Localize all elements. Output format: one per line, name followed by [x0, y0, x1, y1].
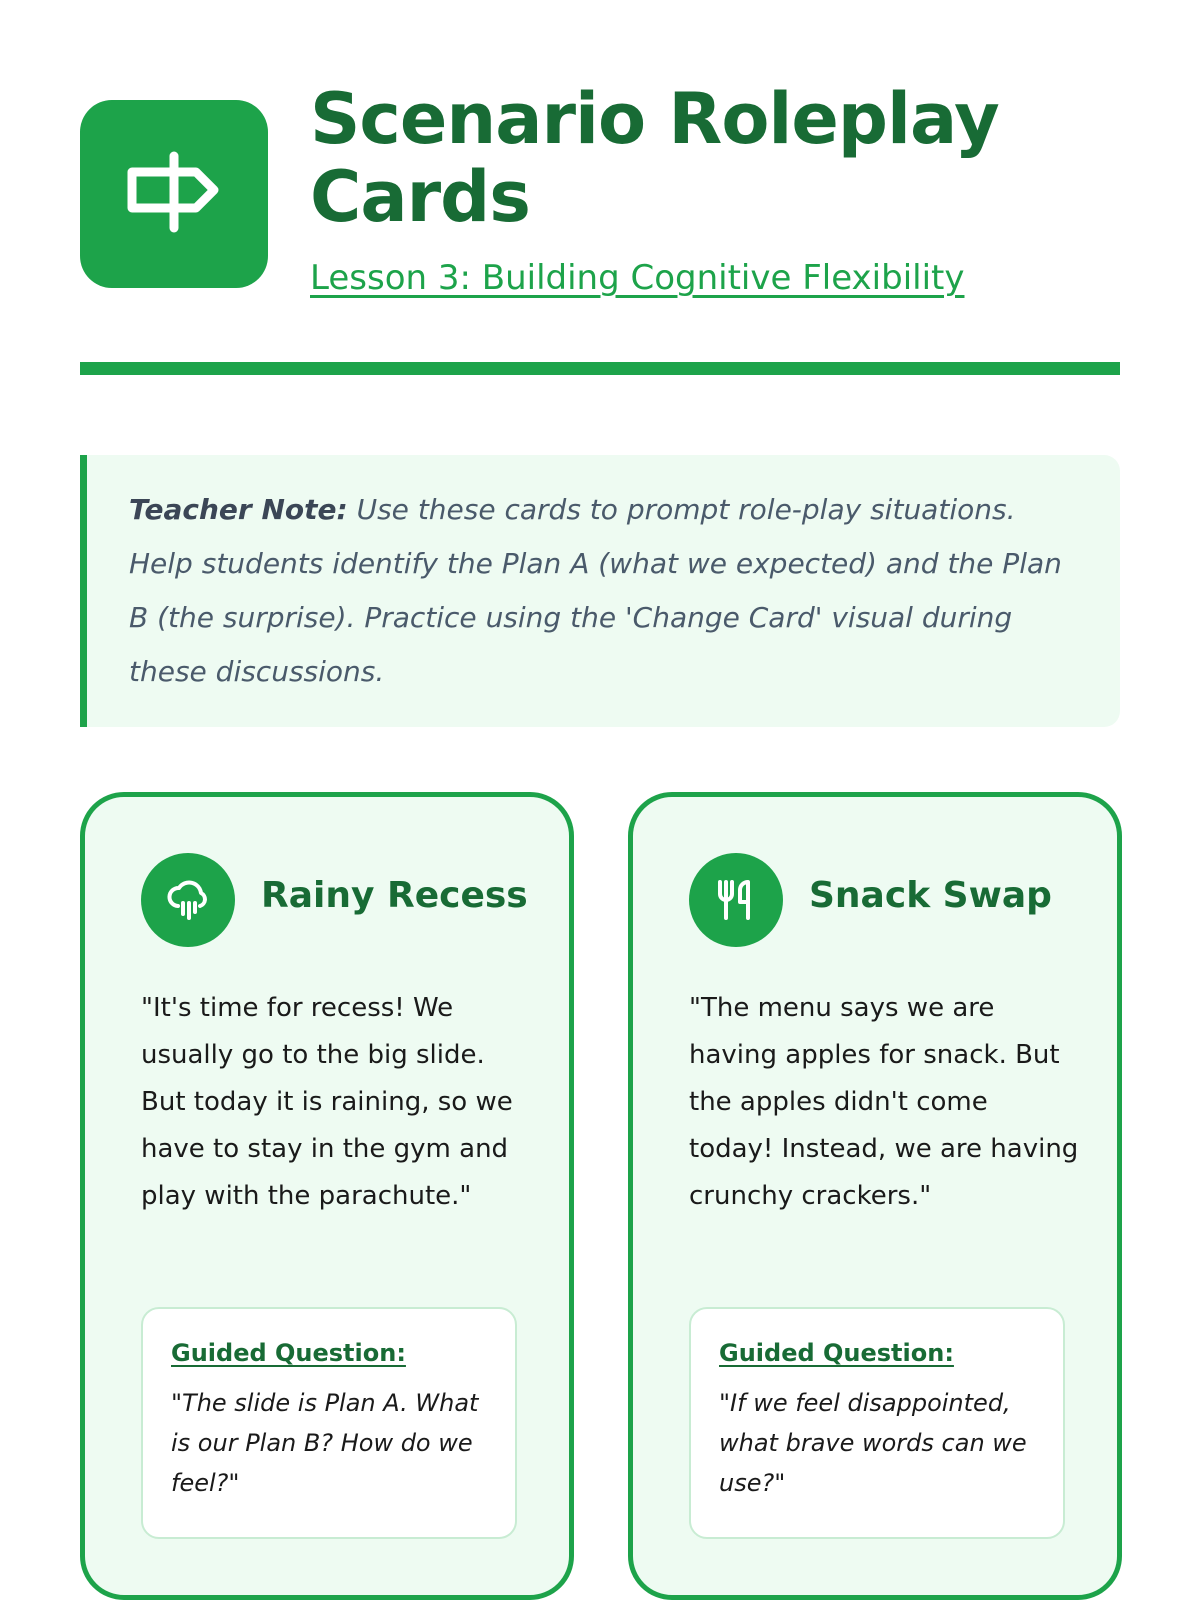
guided-question-text: "The slide is Plan A. What is our Plan B? How do we feel?" — [171, 1389, 479, 1497]
logo-badge — [80, 100, 268, 288]
teacher-note-label: Teacher Note: — [129, 493, 348, 526]
scenario-card-rainy-recess — [80, 792, 574, 1600]
scenario-card-snack-swap — [628, 792, 1122, 1600]
guided-question-label: Guided Question: — [171, 1339, 406, 1367]
card-title: Rainy Recess — [261, 875, 528, 916]
guided-question-label: Guided Question: — [719, 1339, 954, 1367]
card-scenario-text: "The menu says we are having apples for snack. But the apples didn't come today! Instead, we are having crunchy crackers." — [689, 993, 1079, 1211]
card-scenario-text: "It's time for recess! We usually go to the big slide. But today it is raining, so we have to stay in the gym and play with the parachute." — [141, 993, 513, 1211]
teacher-note — [80, 455, 1120, 727]
teacher-note-text — [129, 483, 1080, 699]
cloud-rain-icon — [164, 876, 212, 924]
page-title: Scenario Roleplay Cards — [310, 78, 999, 238]
utensils-icon — [712, 876, 760, 924]
page-header — [80, 80, 1120, 310]
card-title: Snack Swap — [809, 875, 1052, 916]
signpost-icon — [124, 144, 224, 244]
card-icon-badge — [689, 853, 783, 947]
lesson-subtitle[interactable]: Lesson 3: Building Cognitive Flexibility — [310, 258, 965, 298]
guided-question-text: "If we feel disappointed, what brave words can we use?" — [719, 1389, 1027, 1497]
card-icon-badge — [141, 853, 235, 947]
guided-question-box — [141, 1307, 517, 1539]
guided-question-box — [689, 1307, 1065, 1539]
header-divider — [80, 362, 1120, 375]
teacher-note-body: Use these cards to prompt role-play situations. Help students identify the Plan A (what we expected) and the Plan B (the surprise). Practice using the 'Change Card' visual during these discussions. — [129, 493, 1062, 688]
